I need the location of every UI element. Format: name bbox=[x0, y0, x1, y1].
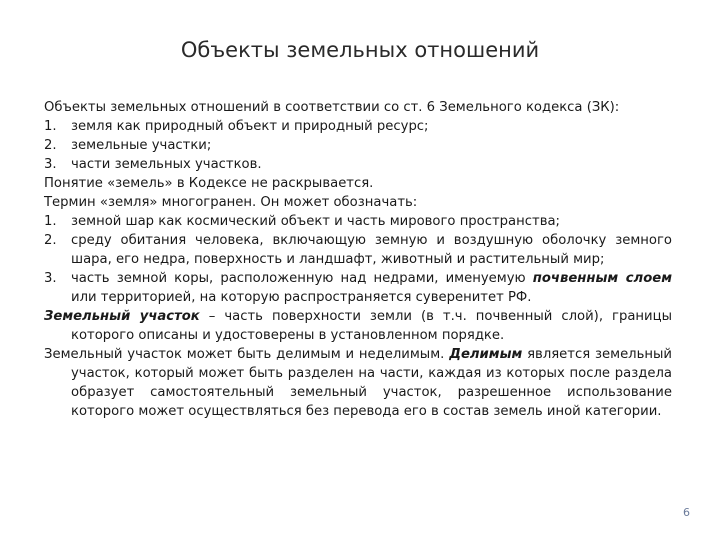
intro-line: Объекты земельных отношений в соответствии со ст. 6 Земельного кодекса (ЗК): bbox=[44, 100, 620, 115]
list-number: 2. bbox=[44, 233, 57, 248]
slide-body bbox=[44, 98, 672, 421]
list-item bbox=[44, 136, 672, 155]
list-number: 1. bbox=[44, 214, 57, 229]
list-item bbox=[44, 117, 672, 136]
list-text: земельные участки; bbox=[71, 138, 212, 153]
list-text: части земельных участков. bbox=[71, 157, 262, 172]
definition-term: Делимым bbox=[449, 347, 523, 362]
term-line: Термин «земля» многогранен. Он может обозначать: bbox=[44, 195, 418, 210]
list-text: среду обитания человека, включающую земную и воздушную оболочку земного шара, его недра, поверхность и ландшафт, животный и растительный мир; bbox=[71, 233, 672, 267]
divisible-paragraph bbox=[44, 345, 672, 421]
list-number: 3. bbox=[44, 157, 57, 172]
list-text-part: часть земной коры, расположенную над недрами, именуемую bbox=[71, 271, 533, 286]
paragraph-text: Земельный участок может быть делимым и неделимым. bbox=[44, 347, 450, 362]
definition-text: – часть поверхности земли (в т.ч. почвенный слой), границы которого описаны и удостоверены в установленном порядке. bbox=[71, 309, 672, 343]
list-text: земной шар как космический объект и часть мирового пространства; bbox=[71, 214, 560, 229]
list-item bbox=[44, 155, 672, 174]
list-number: 1. bbox=[44, 119, 57, 134]
slide-title: Объекты земельных отношений bbox=[180, 38, 540, 62]
list-number: 3. bbox=[44, 271, 57, 286]
paragraph-text: является земельный участок, который может быть разделен на части, каждая из которых после раздела образует самостоятельный земельный участок, разрешенное использование которого может осуществляться без перевода его в состав земель иной категории. bbox=[71, 347, 672, 419]
concept-line: Понятие «земель» в Кодексе не раскрывается. bbox=[44, 176, 374, 191]
list-text-part: или территорией, на которую распространяется суверенитет РФ. bbox=[71, 290, 532, 305]
list-number: 2. bbox=[44, 138, 57, 153]
plot-definition bbox=[44, 307, 672, 345]
emphasis-term: почвенным слоем bbox=[532, 271, 672, 286]
page-number: 6 bbox=[683, 506, 690, 519]
list-item bbox=[44, 231, 672, 269]
definition-term: Земельный участок bbox=[44, 309, 200, 324]
list-item bbox=[44, 212, 672, 231]
list-text: земля как природный объект и природный ресурс; bbox=[71, 119, 429, 134]
list-item bbox=[44, 269, 672, 307]
